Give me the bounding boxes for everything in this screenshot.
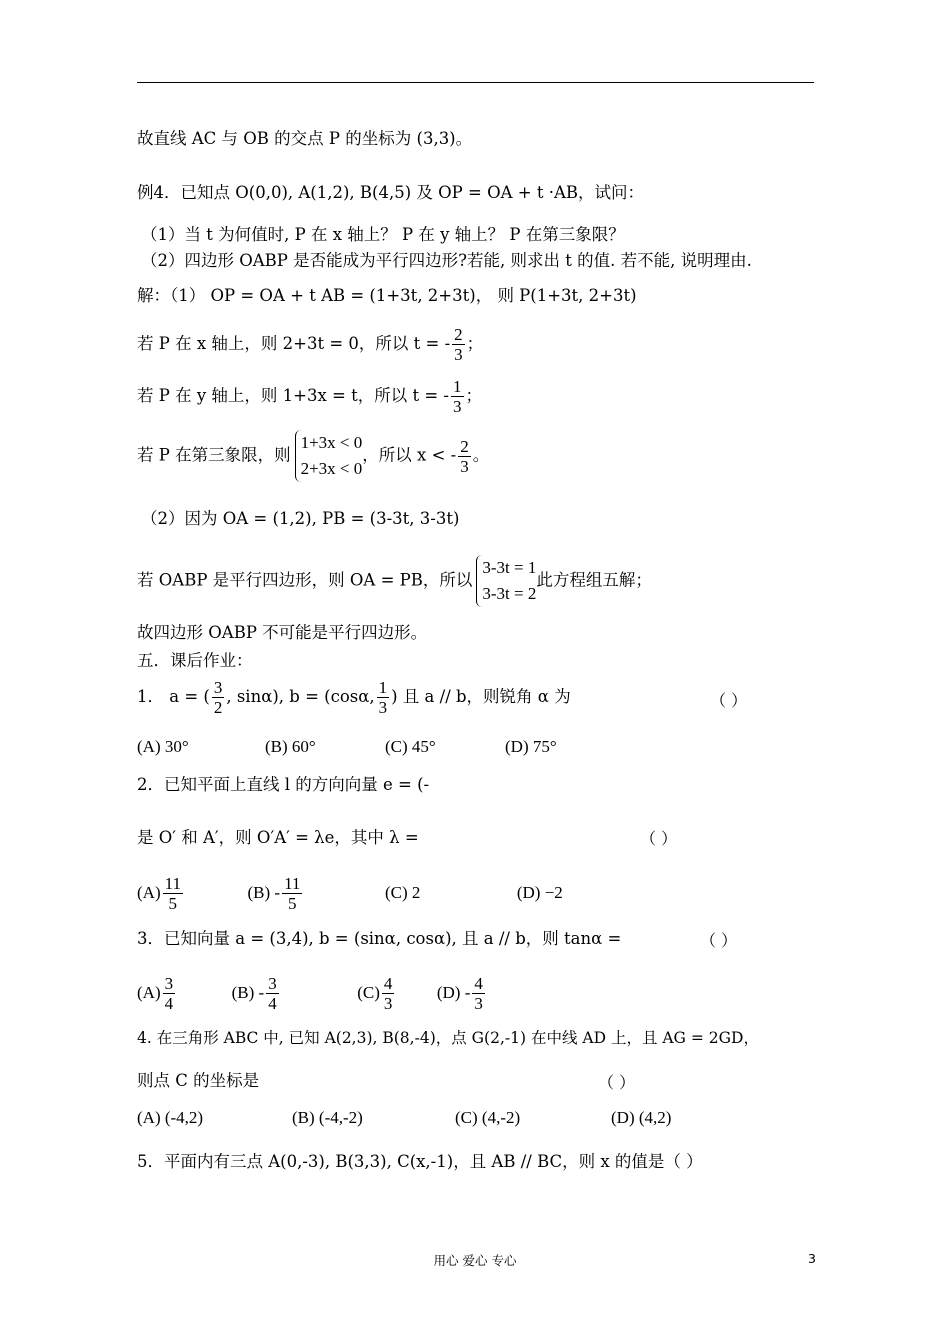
option-c: (C) (4,-2) xyxy=(455,1108,521,1127)
section-title: 五．课后作业： xyxy=(137,651,253,670)
fraction: $\frac{2}{3}$ xyxy=(460,436,469,476)
option-a: (A) (-4,2) xyxy=(137,1108,204,1127)
solution-line: 解：（1） OP = OA + t AB = (1+3t, 2+3t)， 则 P(1+3t, 2+3t) xyxy=(137,286,637,305)
equation-system: 3-3t = 1 3-3t = 2 xyxy=(476,555,536,607)
question-5: 5．平面内有三点 A(0,-3), B(3,3), C(x,-1)，且 AB // BC，则 x 的值是（ ） xyxy=(137,1152,703,1171)
question-4: 4. 在三角形 ABC 中, 已知 A(2,3), B(8,-4)，点 G(2,-1) 在中线 AD 上，且 AG = 2GD， xyxy=(137,1029,759,1047)
text-line: （2）因为 OA = (1,2), PB = (3-3t, 3-3t) xyxy=(141,509,460,528)
fraction: $\frac{2}{3}$ xyxy=(454,325,463,364)
text-line: 若 P 在第三象限，则 1+3x < 0 2+3x < 0 ，所以 x < - $\frac{2}{3}$ 。 xyxy=(137,430,489,482)
text-line: 若 P 在 x 轴上，则 2+3t = 0，所以 t = - $\frac{2}{3}$ ； xyxy=(137,325,484,364)
page-footer: 用心 爱心 专心 xyxy=(433,1253,517,1268)
text-line: （1）当 t 为何值时, P 在 x 轴上？ P 在 y 轴上？ P 在第三象限？ xyxy=(141,225,625,244)
option-b: (B) (-4,-2) xyxy=(292,1108,363,1127)
example-4-title: 例4．已知点 O(0,0), A(1,2), B(4,5) 及 OP = OA + t ·AB，试问： xyxy=(137,183,644,202)
text-line: 故四边形 OABP 不可能是平行四边形。 xyxy=(137,623,428,642)
page-number: 3 xyxy=(808,1251,816,1266)
question-1: 1． a = ( $\frac{3}{2}$ , sinα), b = (cosα, $\frac{1}{3}$ ) 且 a // b，则锐角 α 为 xyxy=(137,678,571,717)
option-b: (B) 60° xyxy=(265,737,316,756)
q3-options: (A) $\frac{3}{4}$ (B) - $\frac{3}{4}$ (C) $\frac{4}{3}$ (D) - $\frac{4}{3}$ xyxy=(137,974,483,1013)
question-2-line2: 是 O′ 和 A′，则 O′A′ = λe，其中 λ = xyxy=(137,828,419,847)
answer-parentheses: （ ） xyxy=(700,931,738,950)
question-2: 2．已知平面上直线 l 的方向向量 e = (- xyxy=(137,775,430,794)
text-line: 若 OABP 是平行四边形，则 OA = PB，所以 3-3t = 1 3-3t = 2 此方程组五解； xyxy=(137,555,652,607)
answer-parentheses: （ ） xyxy=(710,691,748,710)
question-4-line2: 则点 C 的坐标是 xyxy=(137,1071,260,1090)
text-line: （2）四边形 OABP 是否能成为平行四边形?若能, 则求出 t 的值. 若不能, 说明理由. xyxy=(141,251,752,270)
equation-system: 1+3x < 0 2+3x < 0 xyxy=(295,430,363,482)
fraction: $\frac{1}{3}$ xyxy=(378,678,388,717)
option-a: (A) 30° xyxy=(137,737,189,756)
option-d: (D) 75° xyxy=(505,737,557,756)
question-3: 3．已知向量 a = (3,4), b = (sinα, cosα), 且 a // b，则 tanα = xyxy=(137,929,622,948)
header-rule xyxy=(137,82,814,83)
option-d: (D) (4,2) xyxy=(611,1108,672,1127)
q2-options: (A) $\frac{11}{5}$ (B) - $\frac{11}{5}$ (C) 2 (D) −2 xyxy=(137,874,563,913)
text-line: 故直线 AC 与 OB 的交点 P 的坐标为 (3,3)。 xyxy=(137,129,473,148)
fraction: $\frac{1}{3}$ xyxy=(453,377,462,416)
answer-parentheses: （ ） xyxy=(598,1073,636,1092)
text-line: 若 P 在 y 轴上，则 1+3x = t，所以 t = - $\frac{1}{3}$ ； xyxy=(137,377,482,416)
answer-parentheses: （ ） xyxy=(640,829,678,848)
fraction: $\frac{3}{2}$ xyxy=(213,678,223,717)
option-c: (C) 45° xyxy=(385,737,436,756)
